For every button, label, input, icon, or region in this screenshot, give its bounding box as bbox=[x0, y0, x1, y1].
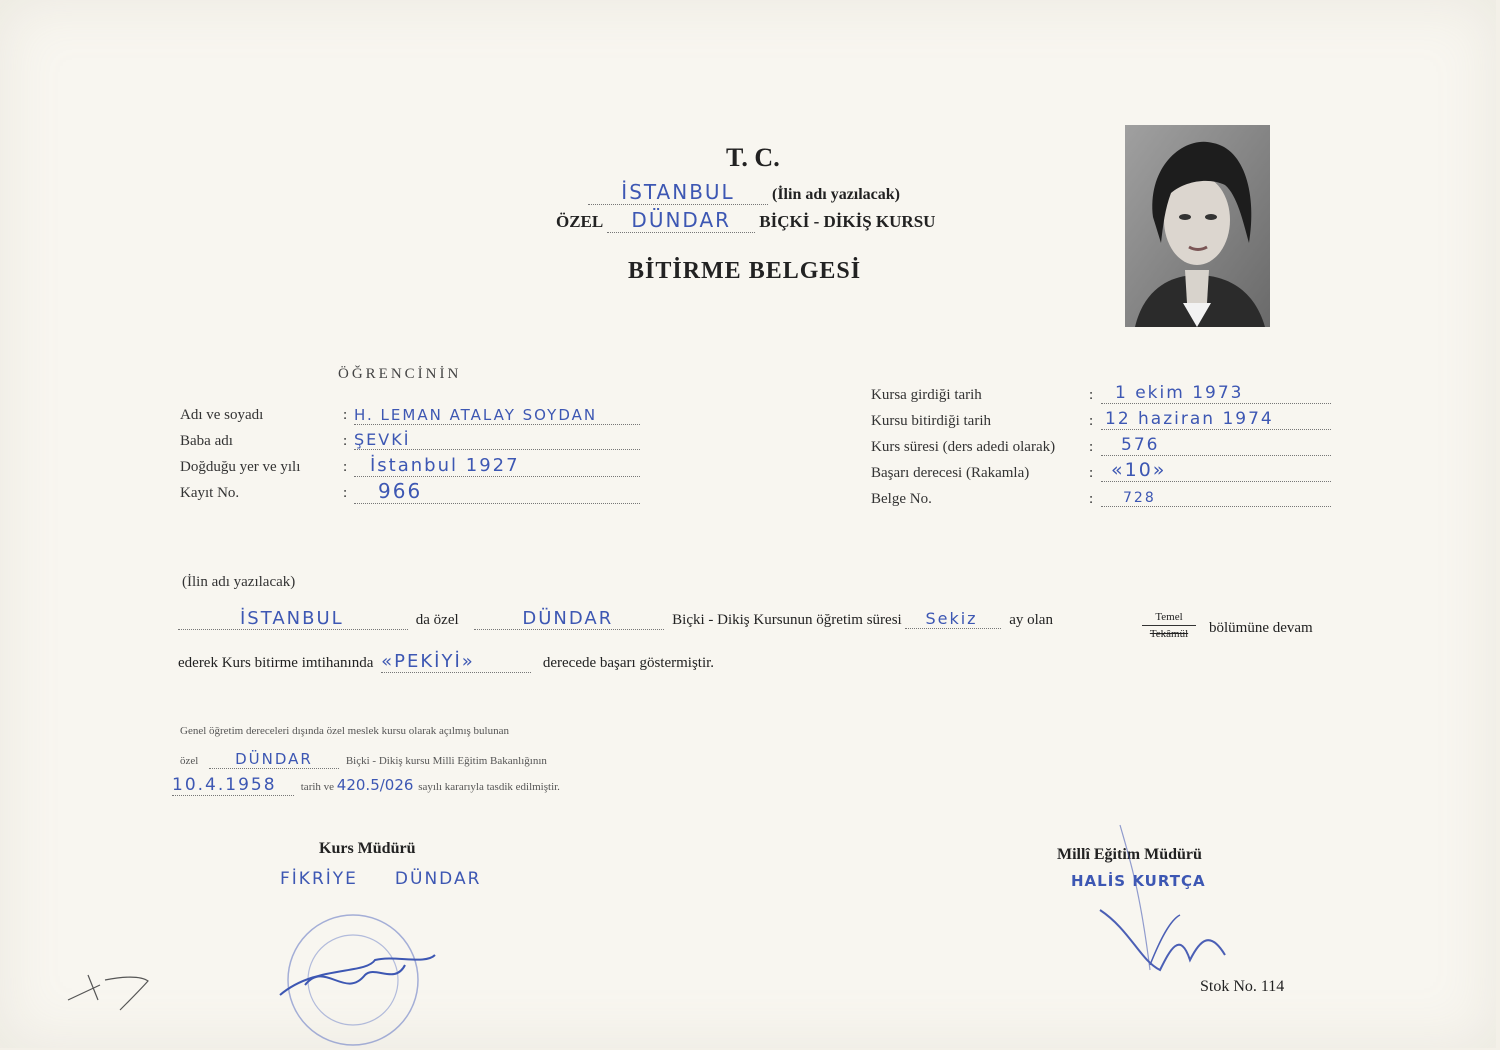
statement-city-hint: (İlin adı yazılacak) bbox=[182, 574, 296, 590]
portrait-photo bbox=[1125, 125, 1270, 327]
statement-text-1: Biçki - Dikiş Kursunun öğretim süresi bbox=[672, 612, 902, 628]
kurs-muduru-title: Kurs Müdürü bbox=[319, 840, 416, 857]
student-field-value: 966 bbox=[354, 479, 640, 504]
city-hint: (İlin adı yazılacak) bbox=[772, 186, 901, 203]
duration-value: Sekiz bbox=[905, 609, 1001, 629]
student-field-value: ŞEVKİ bbox=[354, 430, 640, 450]
signature-mark-icon bbox=[1080, 820, 1240, 980]
course-field-value: 728 bbox=[1101, 490, 1331, 507]
colon: : bbox=[343, 485, 348, 501]
colon: : bbox=[343, 433, 348, 449]
ay-olan-label: ay olan bbox=[1009, 612, 1053, 628]
grade-value: «PEKİYİ» bbox=[381, 651, 531, 673]
student-field-value: İstanbul 1927 bbox=[354, 455, 640, 477]
official-seal-icon bbox=[275, 905, 445, 1050]
student-field-label: Doğduğu yer ve yılı bbox=[180, 459, 301, 475]
portrait-icon bbox=[1125, 125, 1270, 327]
course-field-value: 1 ekim 1973 bbox=[1101, 383, 1331, 404]
colon: : bbox=[1089, 413, 1094, 429]
course-field-value: 576 bbox=[1101, 435, 1331, 456]
course-field-label: Belge No. bbox=[871, 491, 932, 507]
decision-value: 420.5/026 bbox=[336, 776, 414, 794]
kurs-muduru-name: FİKRİYE DÜNDAR bbox=[280, 869, 482, 889]
course-field-label: Başarı derecesi (Rakamla) bbox=[871, 465, 1030, 481]
course-field-label: Kursu bitirdiği tarih bbox=[871, 413, 991, 429]
document-title: BİTİRME BELGESİ bbox=[628, 258, 862, 284]
approval-line-2 bbox=[180, 750, 547, 769]
statement-text-3: derecede başarı göstermiştir. bbox=[542, 655, 715, 671]
colon: : bbox=[343, 407, 348, 423]
approval-school-value: DÜNDAR bbox=[209, 750, 339, 769]
da-ozel-label: da özel bbox=[415, 612, 459, 628]
student-field-label: Kayıt No. bbox=[180, 485, 240, 501]
temel-label: Temel bbox=[1142, 611, 1196, 626]
statement-line-1 bbox=[178, 608, 1053, 630]
mem-name: HALİS KURTÇA bbox=[1071, 872, 1206, 890]
tarih-ve-label: tarih ve bbox=[300, 781, 335, 793]
school-value: DÜNDAR bbox=[607, 208, 755, 233]
margin-mark-icon bbox=[60, 965, 160, 1015]
course-name: BİÇKİ - DİKİŞ KURSU bbox=[759, 212, 936, 231]
city-value: İSTANBUL bbox=[588, 180, 768, 205]
student-field-value: H. LEMAN ATALAY SOYDAN bbox=[354, 406, 640, 425]
approval-ozel: özel bbox=[180, 755, 199, 767]
approval-text-3: sayılı kararıyla tasdik edilmiştir. bbox=[418, 781, 560, 793]
student-field-label: Adı ve soyadı bbox=[180, 407, 264, 423]
statement-line-2 bbox=[178, 651, 714, 673]
course-field-label: Kurs süresi (ders adedi olarak) bbox=[871, 439, 1056, 455]
student-field-label: Baba adı bbox=[180, 433, 233, 449]
colon: : bbox=[1089, 387, 1094, 403]
colon: : bbox=[343, 459, 348, 475]
colon: : bbox=[1089, 439, 1094, 455]
approval-text-2: Biçki - Dikiş kursu Milli Eğitim Bakanlığının bbox=[345, 755, 547, 767]
statement-city-value: İSTANBUL bbox=[178, 608, 408, 630]
approval-date-value: 10.4.1958 bbox=[172, 775, 294, 796]
statement-school-value: DÜNDAR bbox=[474, 608, 664, 630]
approval-line-3 bbox=[172, 775, 560, 796]
colon: : bbox=[1089, 465, 1094, 481]
course-field-value: 12 haziran 1974 bbox=[1101, 409, 1331, 430]
tekamul-label: Tekâmül bbox=[1149, 628, 1189, 640]
city-line bbox=[588, 180, 900, 205]
stok-number: Stok No. 114 bbox=[1200, 978, 1285, 995]
ozel-label: ÖZEL bbox=[556, 212, 604, 231]
mem-title: Millî Eğitim Müdürü bbox=[1057, 846, 1202, 863]
statement-text-2: ederek Kurs bitirme imtihanında bbox=[178, 655, 374, 671]
bolumune-devam: bölümüne devam bbox=[1209, 620, 1313, 636]
temel-tekamul-fraction bbox=[1142, 611, 1196, 640]
colon: : bbox=[1089, 491, 1094, 507]
course-field-value: «10» bbox=[1101, 459, 1331, 482]
tc-heading: T. C. bbox=[726, 143, 780, 172]
approval-line-1: Genel öğretim dereceleri dışında özel meslek kursu olarak açılmış bulunan bbox=[180, 725, 509, 737]
course-field-label: Kursa girdiği tarih bbox=[871, 387, 982, 403]
school-line bbox=[556, 208, 935, 233]
student-section-title: ÖĞRENCİNİN bbox=[338, 366, 462, 382]
